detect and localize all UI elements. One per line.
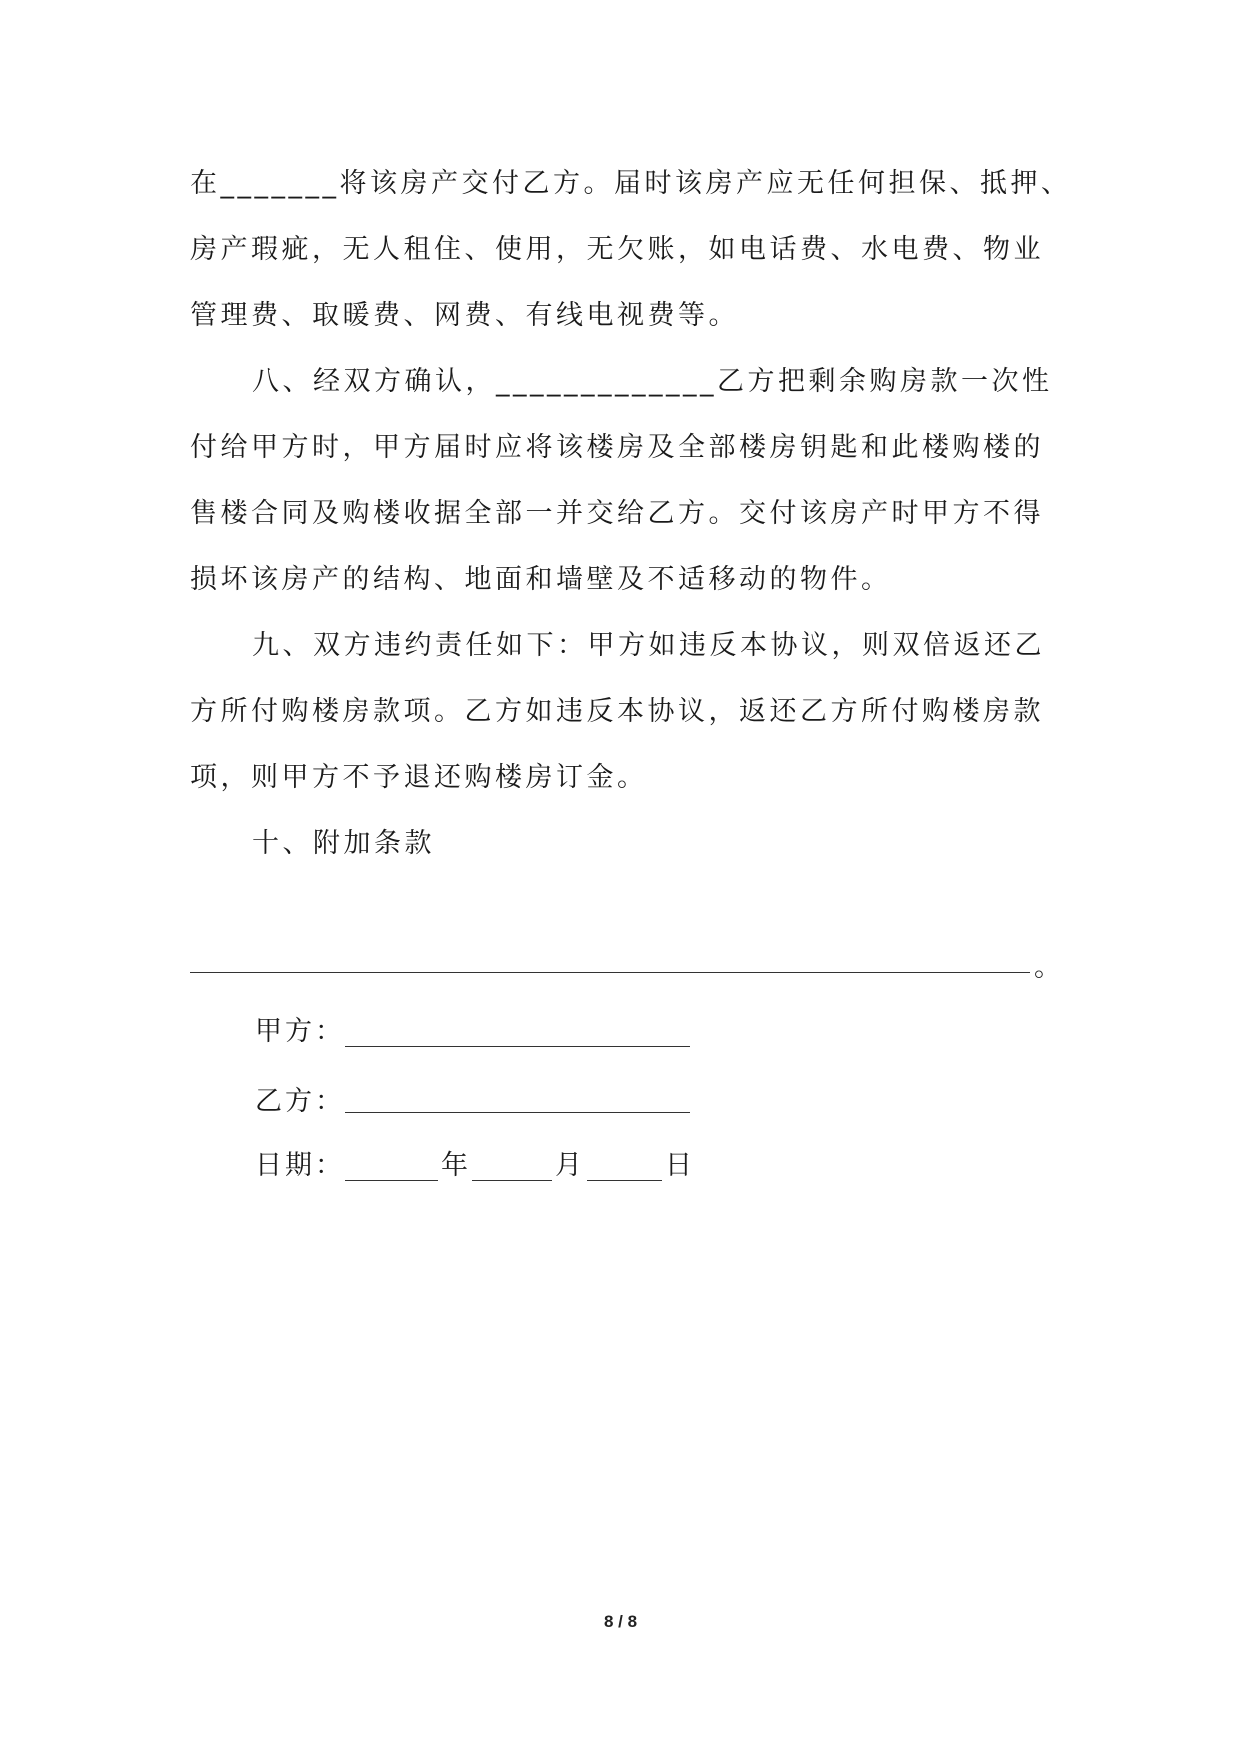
paragraph-line: 房产瑕疵，无人租住、使用，无欠账，如电话费、水电费、物业 — [190, 234, 1044, 265]
paragraph-line: 付给甲方时，甲方届时应将该楼房及全部楼房钥匙和此楼购楼的 — [190, 432, 1044, 463]
page-number: 8 / 8 — [603, 1612, 638, 1631]
month-blank — [472, 1180, 552, 1181]
date-label: 日期： — [255, 1150, 345, 1181]
paragraph-line: 损坏该房产的结构、地面和墙壁及不适移动的物件。 — [190, 564, 892, 595]
year-label: 年 — [441, 1150, 468, 1181]
paragraph-line: 管理费、取暖费、网费、有线电视费等。 — [190, 300, 739, 331]
paragraph-line: 售楼合同及购楼收据全部一并交给乙方。交付该房产时甲方不得 — [190, 498, 1044, 529]
additional-terms-blank — [190, 972, 1030, 973]
clause-ten-heading: 十、附加条款 — [252, 828, 435, 859]
party-a-signature-line — [345, 1046, 690, 1047]
paragraph-line: 在_______将该房产交付乙方。届时该房产应无任何担保、抵押、 — [190, 168, 1072, 199]
paragraph-line: 方所付购楼房款项。乙方如违反本协议，返还乙方所付购楼房款 — [190, 696, 1044, 727]
party-b-label: 乙方： — [255, 1086, 345, 1117]
day-blank — [587, 1180, 662, 1181]
clause-nine-line: 九、双方违约责任如下：甲方如违反本协议，则双倍返还乙 — [252, 630, 1045, 661]
rule-end-mark: 。 — [1034, 952, 1061, 983]
party-b-signature-line — [345, 1112, 690, 1113]
year-blank — [345, 1180, 438, 1181]
day-label: 日 — [665, 1150, 692, 1181]
month-label: 月 — [555, 1150, 582, 1181]
clause-eight-line: 八、经双方确认，_____________乙方把剩余购房款一次性 — [252, 366, 1053, 397]
party-a-label: 甲方： — [255, 1016, 345, 1047]
paragraph-line: 项，则甲方不予退还购楼房订金。 — [190, 762, 648, 793]
